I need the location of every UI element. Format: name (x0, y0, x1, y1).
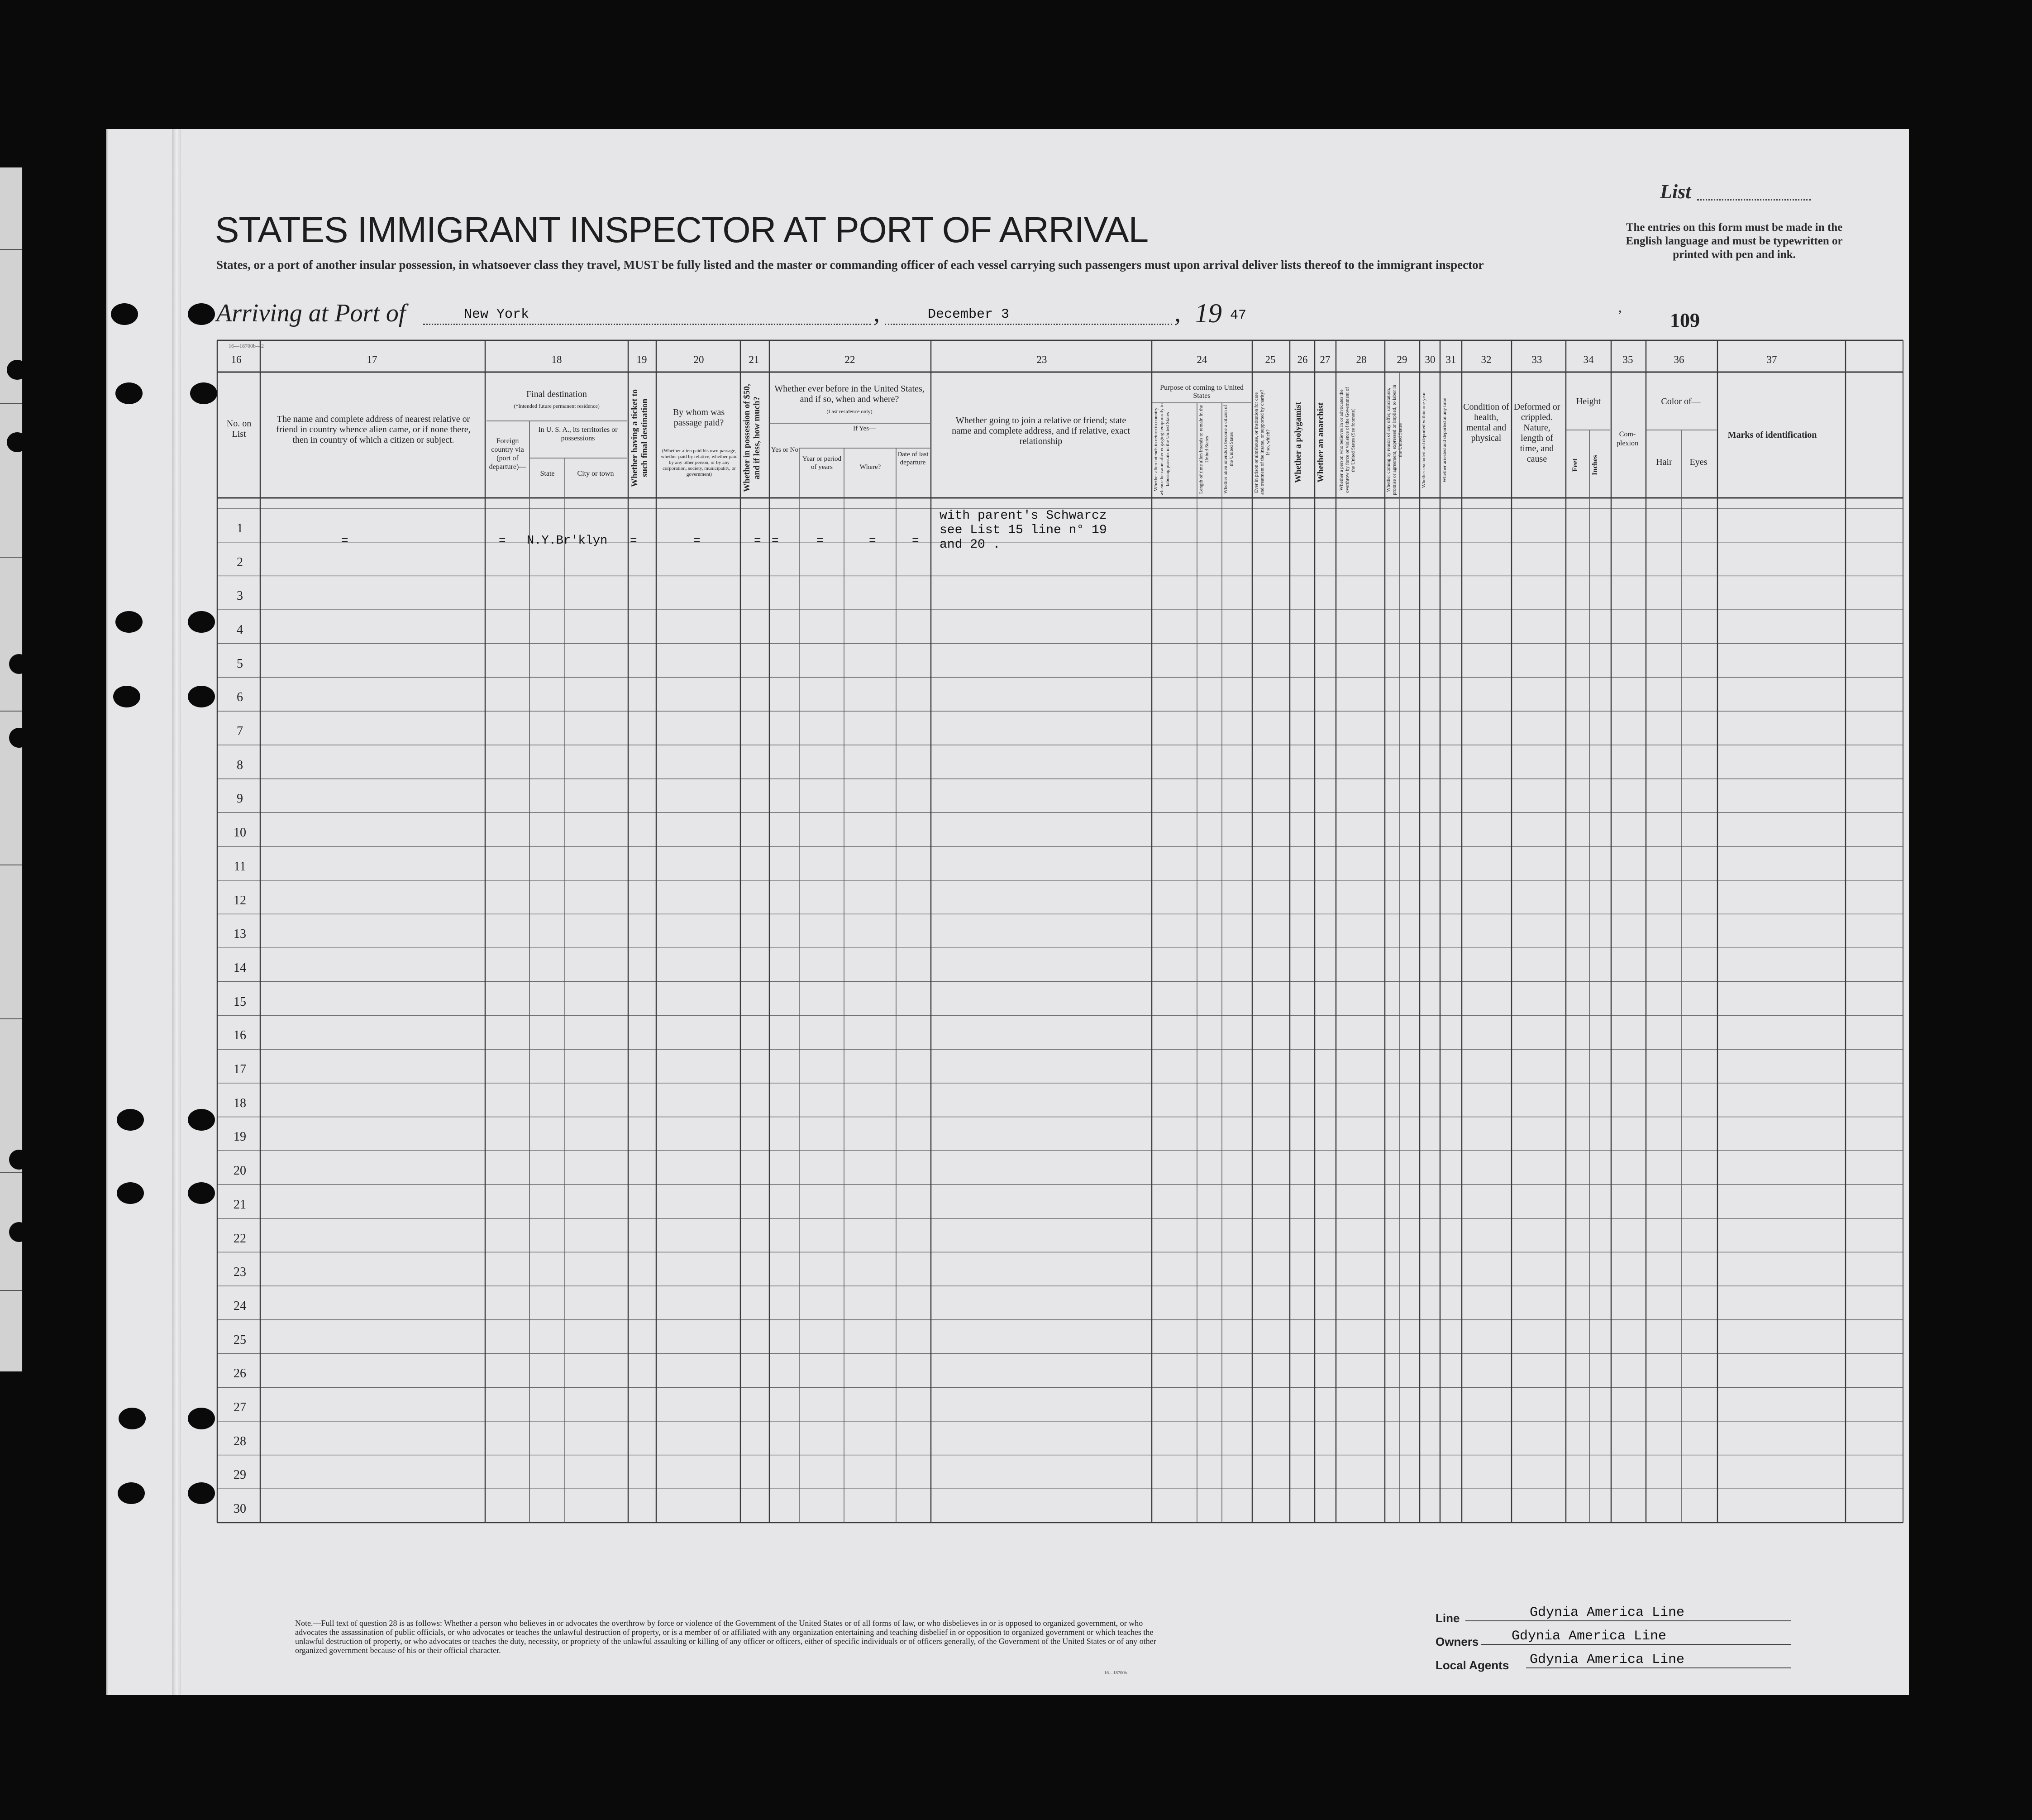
entry-col-18-foreign: = (499, 534, 506, 548)
punch-hole (9, 1222, 29, 1242)
entry-col-22-years: = (816, 534, 824, 548)
col-17-number: 17 (367, 354, 377, 365)
line-underline (1465, 1620, 1791, 1621)
col-28-number: 28 (1356, 354, 1367, 365)
row-number: 11 (234, 859, 246, 874)
punch-hole (115, 382, 143, 404)
ink-tick-mark: , (1618, 300, 1622, 315)
entry-destination: N.Y.Br'klyn (527, 534, 608, 548)
line-value: Gdynia America Line (1530, 1605, 1685, 1620)
entry-join-line2: see List 15 line n° 19 (940, 523, 1107, 537)
list-label: List (1660, 181, 1691, 203)
col-26-header: Whether a polygamist (1293, 401, 1303, 483)
row-number: 2 (237, 555, 243, 569)
col-20-subheader: (Whether alien paid his own passage, whether paid by relative, whether paid by any other person, or by any corporation, society, municipality, or government) (661, 448, 738, 477)
col-33-number: 33 (1531, 354, 1542, 365)
punch-hole (9, 1444, 29, 1464)
punch-hole (9, 654, 29, 674)
row-number: 6 (237, 690, 243, 705)
col-34-header: Height (1576, 396, 1601, 406)
col-16-header: No. on List (226, 419, 252, 439)
col-34-feet-header: Feet (1571, 458, 1579, 472)
punch-hole (7, 360, 28, 380)
col-27-number: 27 (1320, 354, 1331, 365)
col-31-number: 31 (1445, 354, 1456, 365)
year-suffix: 47 (1230, 308, 1247, 323)
col-21-header: Whether in possession of $50, and if less, how much? (742, 384, 762, 492)
col-24-header: Purpose of coming to United States (1160, 384, 1244, 400)
col-24b-header: Length of time alien intends to remain in the United States (1198, 405, 1210, 494)
punch-hole (188, 611, 215, 633)
col-37-number: 37 (1766, 354, 1777, 365)
col-32-header: Condition of health, mental and physical (1463, 402, 1509, 443)
col-28-header: Whether a person who believes in or advocates the overthrow by force or violence of the Government of the United States (See footnote) (1339, 387, 1356, 493)
punch-hole (115, 611, 143, 633)
col-25-header: Ever in prison or almshouse, or institution for care and treatment of the insane, or supported by charity? If so, which? (1254, 390, 1271, 495)
col-23-header: Whether going to join a relative or friend; state name and complete address, and if relative, exact relationship (952, 416, 1130, 446)
row-number: 29 (234, 1468, 246, 1482)
punch-hole (119, 1408, 146, 1429)
row-number: 9 (237, 792, 243, 806)
punch-hole (190, 382, 217, 404)
row-number: 19 (234, 1130, 246, 1144)
entry-col-20: = (693, 534, 701, 548)
col-33-header: Deformed or crippled. Nature, length of time, and cause (1513, 402, 1560, 464)
row-number: 8 (237, 758, 243, 772)
comma-mark: , (1174, 299, 1181, 327)
punch-hole (9, 1519, 29, 1538)
col-32-number: 32 (1481, 354, 1492, 365)
col-22-header: Whether ever before in the United States, and if so, when and where? (774, 384, 925, 404)
col-21-number: 21 (749, 354, 759, 365)
form-code: 16—18700b—2 (229, 343, 264, 349)
entry-col-19: = (630, 534, 637, 548)
agents-value: Gdynia America Line (1530, 1652, 1685, 1667)
punch-hole (188, 1482, 215, 1504)
punch-hole (9, 728, 29, 748)
row-number: 4 (237, 622, 243, 637)
col-17-header: The name and complete address of nearest relative or friend in country whence alien came, or if none there, then in country of which a citizen or subject. (276, 414, 471, 445)
punch-hole (118, 1482, 145, 1504)
col-34-inches-header: Inches (1591, 455, 1599, 475)
footnote-question-28: Note.—Full text of question 28 is as follows: Whether a person who believes in or advocates the overthrow by force or violence of the Government of the United States or of all forms of law, or who disbelieves in or is opposed to organized government, or who advocates the assassination of public officials, or who advocates or teaches the unlawful destruction of property, or is a member of or affiliated with any organization entertaining and teaching disbelief in or opposition to organized government or which teaches the unlawful destruction of property, or who advocates or teaches the duty, necessity, or propriety of the unlawful assaulting or killing of any officer or officers, either of specific individuals or of officers generally, of the Government of the United States or of any other organized government because of his or their official character. (295, 1619, 1156, 1655)
form-title: STATES IMMIGRANT INSPECTOR AT PORT OF ARRIVAL (215, 210, 1149, 250)
row-number: 1 (237, 521, 243, 535)
col-36-eyes-header: Eyes (1689, 457, 1708, 467)
footnote-code: 16—18700b (1104, 1671, 1127, 1676)
col-35-number: 35 (1622, 354, 1633, 365)
row-number: 16 (234, 1028, 246, 1043)
row-number: 22 (234, 1231, 246, 1246)
col-22-number: 22 (844, 354, 855, 365)
col-29-header: Whether coming by reason of any offer, solicitation, promise or agreement, expressed or implied, to labor in the United States (1386, 385, 1403, 496)
col-36-header: Color of— (1661, 396, 1701, 406)
col-22-yesno-header: Yes or No (771, 446, 799, 454)
row-number: 26 (234, 1366, 246, 1381)
col-22-date-header: Date of last departure (897, 451, 929, 466)
col-16-number: 16 (231, 354, 242, 365)
agents-label: Local Agents (1436, 1658, 1509, 1672)
arriving-label: Arriving at Port of (216, 299, 406, 327)
entry-col-22-yesno: = (772, 534, 779, 548)
entry-col-17: = (341, 534, 348, 548)
punch-hole (7, 432, 28, 452)
col-18-foreign-header: Foreign country via (port of departure)— (489, 437, 526, 471)
col-18-city-header: City or town (577, 470, 614, 478)
form-subtitle: States, or a port of another insular possession, in whatsoever class they travel, MUST be fully listed and the master or commanding officer of each vessel carrying such passengers must upon arrival deliver lists thereof to the immigrant inspector (216, 258, 1484, 272)
col-18-usa-header: In U. S. A., its territories or possessions (538, 426, 618, 442)
punch-hole (188, 686, 215, 707)
col-31-header: Whether arrested and deported at any time (1442, 398, 1447, 482)
col-29-number: 29 (1397, 354, 1407, 365)
row-number: 18 (234, 1096, 246, 1110)
row-number: 17 (234, 1062, 246, 1077)
entry-col-22-date: = (912, 534, 919, 548)
col-19-number: 19 (636, 354, 647, 365)
entry-col-22-where: = (869, 534, 876, 548)
owners-underline (1481, 1644, 1791, 1645)
col-22-years-header: Year or period of years (802, 455, 841, 471)
col-27-header: Whether an anarchist (1316, 402, 1326, 482)
row-number: 30 (234, 1502, 246, 1516)
row-number: 7 (237, 724, 243, 739)
col-35-header: Com-plexion (1617, 430, 1638, 447)
col-24c-header: Whether alien intends to become a citizen of the United States (1223, 405, 1234, 494)
row-number: 14 (234, 960, 246, 975)
row-number: 21 (234, 1197, 246, 1212)
punch-hole (113, 686, 140, 707)
col-18-number: 18 (551, 354, 562, 365)
col-24a-header: Whether alien intends to return to country whence he came after engaging temporarily in laboring pursuits in the United States (1153, 403, 1170, 496)
agents-underline (1526, 1667, 1791, 1668)
punch-hole (188, 303, 215, 325)
date-value: December 3 (928, 307, 1010, 322)
col-20-header: By whom was passage paid? (673, 407, 725, 428)
col-23-number: 23 (1036, 354, 1047, 365)
punch-hole (188, 1109, 215, 1131)
col-26-number: 26 (1297, 354, 1308, 365)
row-number: 28 (234, 1434, 246, 1448)
col-36-number: 36 (1674, 354, 1684, 365)
punch-hole (117, 1182, 144, 1204)
entry-col-21: = (754, 534, 761, 548)
row-number: 20 (234, 1164, 246, 1178)
comma-mark: , (873, 299, 880, 327)
col-19-header: Whether having a ticket to such final destination (630, 389, 649, 487)
line-label: Line (1436, 1611, 1460, 1625)
punch-hole (188, 1182, 215, 1204)
col-36-hair-header: Hair (1656, 457, 1672, 467)
col-34-number: 34 (1583, 354, 1594, 365)
col-30-header: Whether excluded and deported within one year (1421, 392, 1426, 488)
col-20-number: 20 (693, 354, 704, 365)
col-30-number: 30 (1425, 354, 1436, 365)
row-number: 5 (237, 656, 243, 671)
col-22-subheader: (Last residence only) (826, 408, 873, 415)
col-25-number: 25 (1265, 354, 1276, 365)
year-prefix: 19 (1195, 298, 1222, 328)
owners-value: Gdynia America Line (1512, 1629, 1667, 1644)
row-number: 15 (234, 994, 246, 1009)
col-18-state-header: State (540, 470, 555, 478)
col-18-subheader: (*Intended future permanent residence) (514, 403, 600, 409)
row-number: 12 (234, 893, 246, 908)
punch-hole (9, 1150, 29, 1170)
row-number: 27 (234, 1400, 246, 1415)
row-number: 10 (234, 826, 246, 840)
row-number: 23 (234, 1265, 246, 1280)
col-18-header: Final destination (526, 389, 587, 399)
col-22-where-header: Where? (859, 463, 881, 471)
row-number: 13 (234, 927, 246, 941)
col-37-header: Marks of identification (1727, 430, 1817, 440)
punch-hole (117, 1109, 144, 1131)
port-value: New York (464, 307, 529, 322)
owners-label: Owners (1436, 1635, 1479, 1648)
col-22-ifyes-header: If Yes— (853, 425, 876, 432)
row-number: 3 (237, 589, 243, 603)
col-24-number: 24 (1197, 354, 1207, 365)
entry-join-line1: with parent's Schwarcz (940, 509, 1107, 523)
punch-hole (188, 1408, 215, 1429)
row-number: 25 (234, 1333, 246, 1347)
entries-instruction: The entries on this form must be made in the English language and must be typewritten or printed with pen and ink. (1626, 221, 1843, 261)
row-number: 24 (234, 1299, 246, 1313)
page-number: 109 (1670, 309, 1700, 331)
punch-hole (111, 303, 138, 325)
entry-join-line3: and 20 . (940, 538, 1001, 552)
